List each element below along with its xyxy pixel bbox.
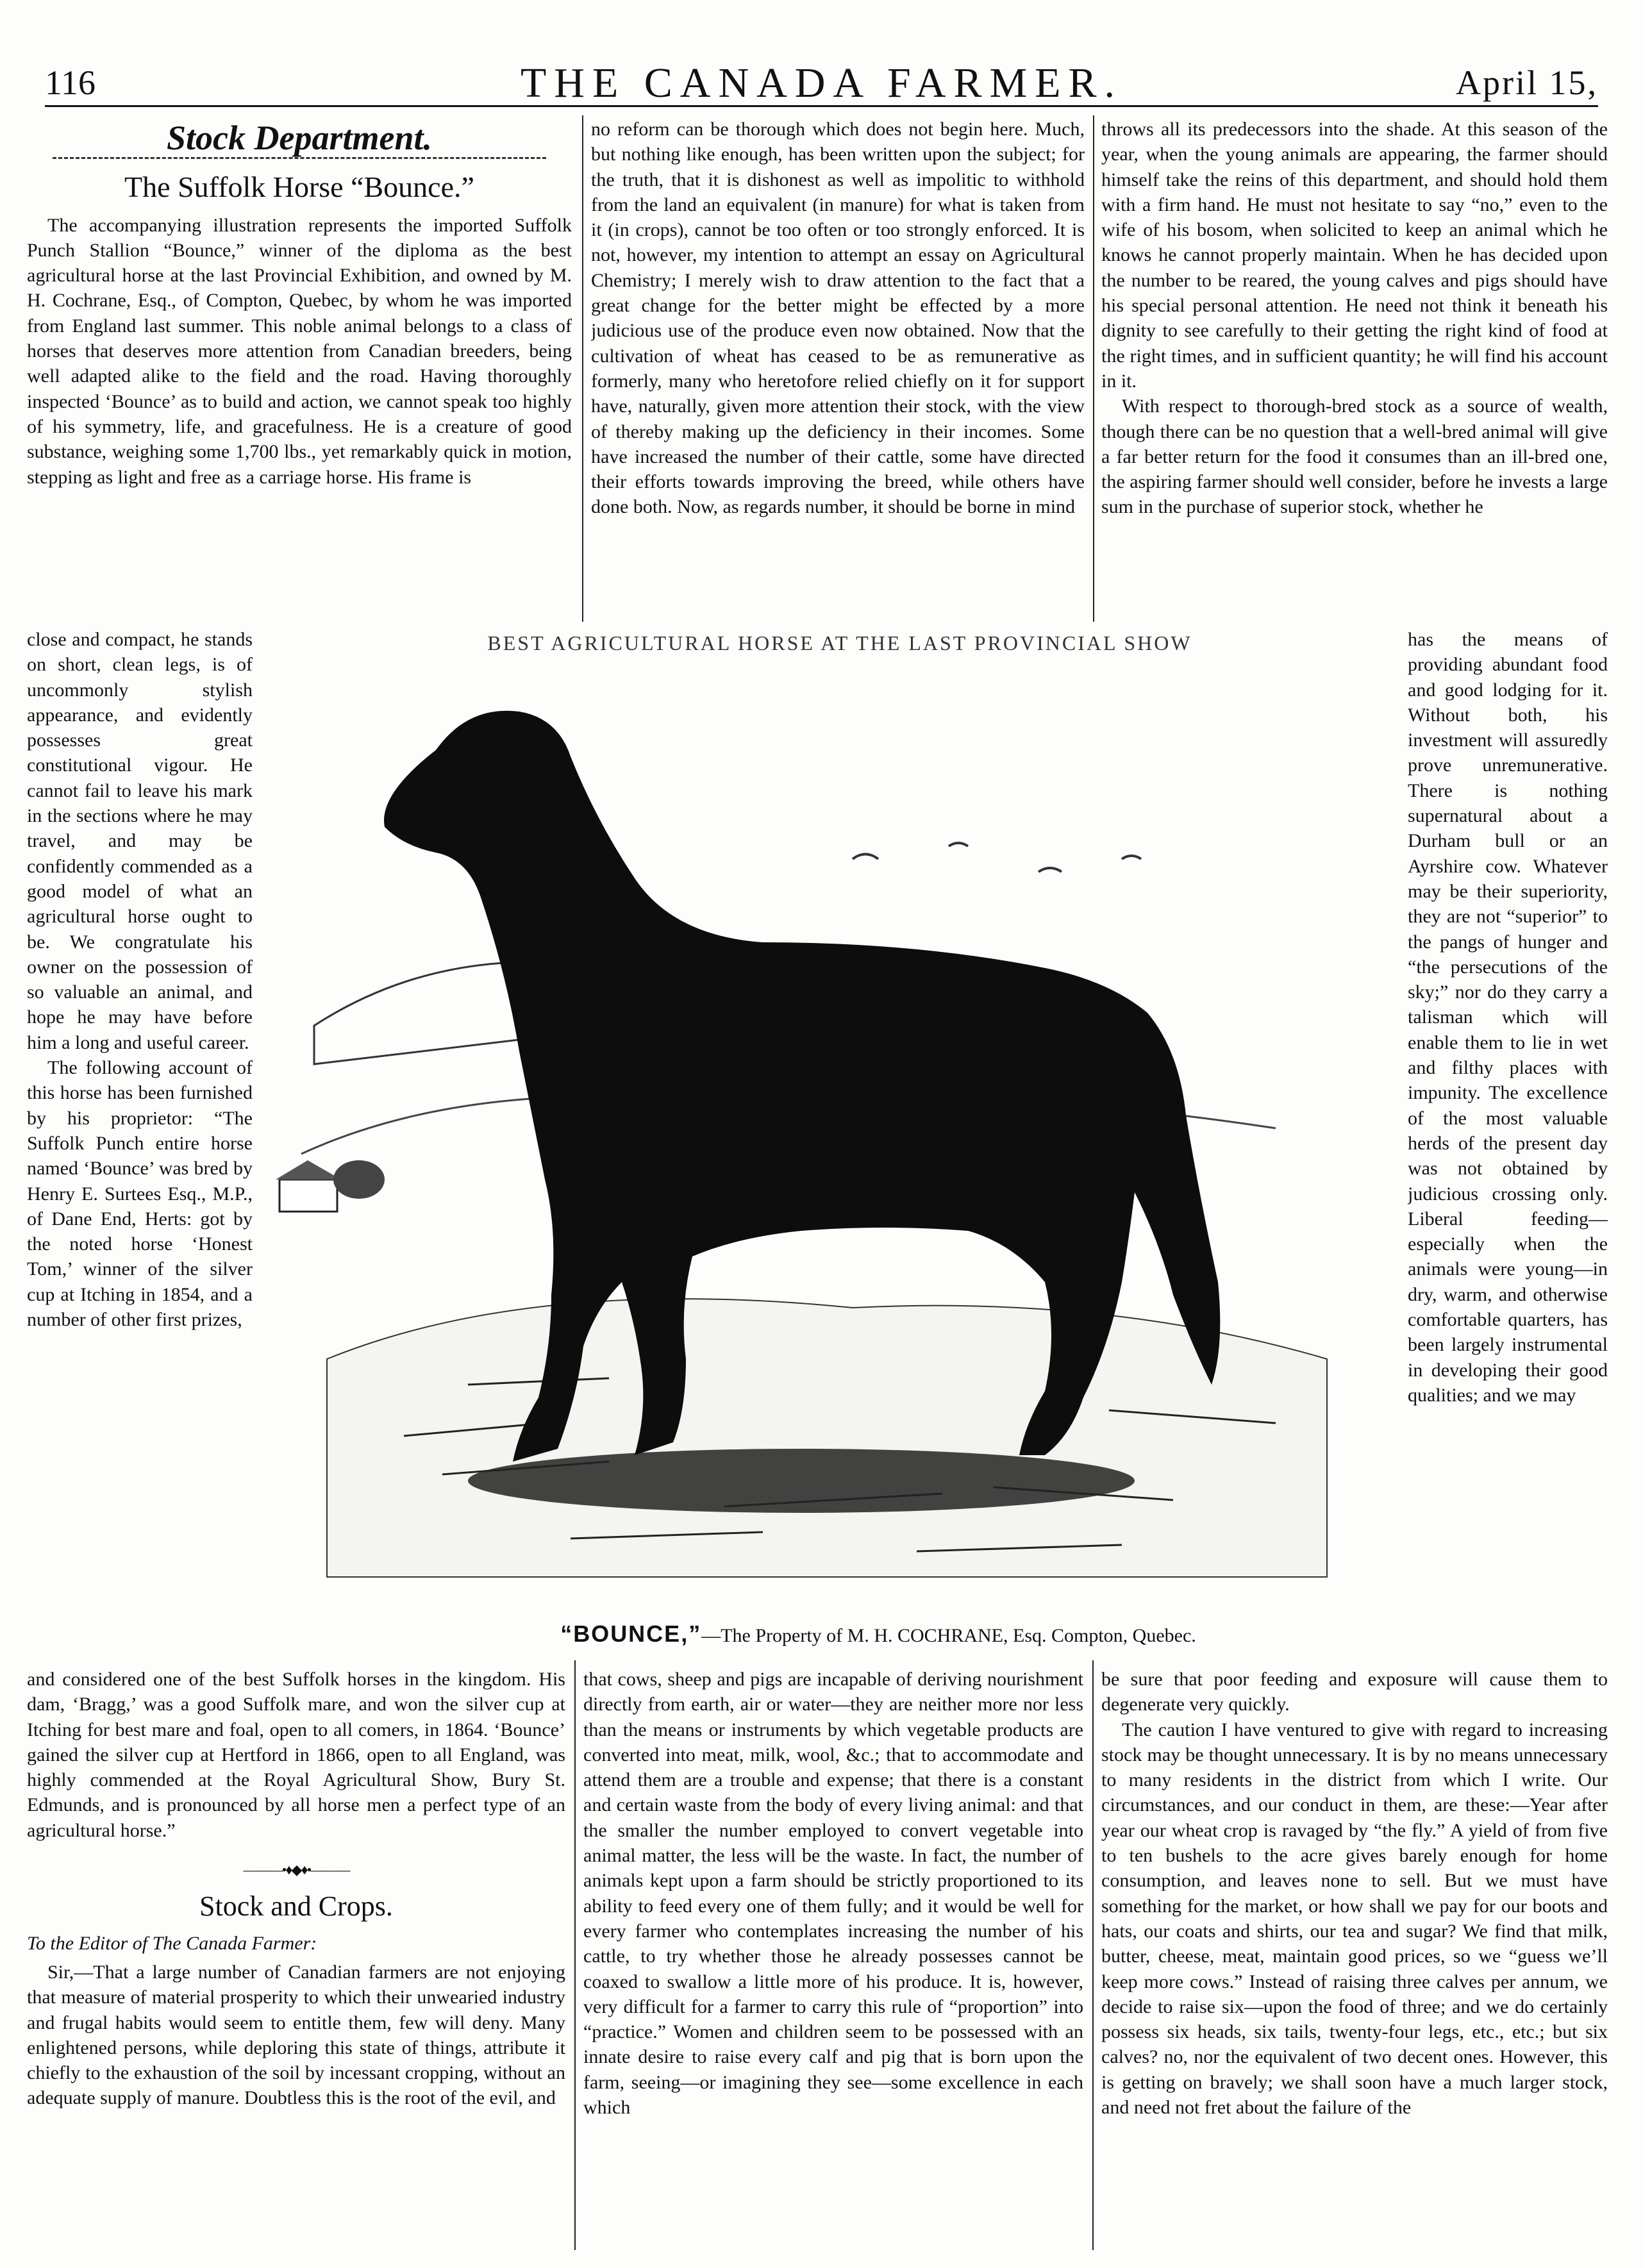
page-number: 116 (45, 63, 96, 102)
column-2-top (591, 117, 1085, 623)
ground (327, 1299, 1327, 1577)
figure-heading: BEST AGRICULTURAL HORSE AT THE LAST PROVINCIAL SHOW (487, 631, 1192, 655)
article-paragraph: has the means of providing abundant food and good lodging for it. Without both, his investment will assuredly prove unremunerative. There is nothing supernatural about a Durham bull or an Ayrshire cow. Whatever may be their superiority, they are not “superior” to the pangs of hunger and “the persecutions of the sky;” nor do they carry a talisman which will enable them to lie in wet and filthy places with impunity. The excellence of the most valuable herds of the present day was not obtained by judicious crossing only. Liberal feeding—especially when the animals were young—in dry, warm, and otherwise comfortable quarters, has been largely instrumental in developing their good qualities; and we may (1408, 629, 1608, 1406)
article-paragraph: The caution I have ventured to give with regard to increasing stock may be thought unnecessary. It is by no means unnecessary to many residents in the district from which I write. Our circumstances, and our conduct in them, are these:—Year after year our wheat crop is ravaged by “the fly.” A yield of from five to ten bushels to the acre gives barely enough for home consumption, and leaves none to sell. But we must have something for the market, or how shall we pay for our boots and hats, our coats and shirts, our tea and sugar? We find that milk, butter, cheese, meat, maintain good prices, so we “guess we’ll keep more cows.” Instead of raising three calves per annum, we decide to raise six—upon the food of three; and we do certainly possess six heads, six tails, twenty-four legs, etc., etc.; but six calves? no, nor the equivalent of two decent ones. However, this is getting on bravely; we shall soon have a much larger stock, and need not fret about the failure of the (1101, 1719, 1608, 2119)
column-3-bottom (1101, 1667, 1608, 2256)
birds (853, 843, 1141, 872)
article-paragraph: that cows, sheep and pigs are incapable of deriving nourishment directly from earth, air or water—they are neither more nor less than the means or instruments by which vegetable products are converted into meat, milk, wool, &c.; that to accommodate and attend them are a trouble and expense; that there is a constant and certain waste from the body of every living animal: and that the smaller the number employed to convert vegetable into animal matter, the less will be the waste. In fact, the number of animals kept upon a farm should be strictly proportioned to its ability to feed every one of them fully; and it would be well for every farmer who contemplates increasing the number of his cattle, to try whether those he already possesses cannot be coaxed to swallow a little more of his produce. It is, however, very difficult for a farmer to carry this rule of “proportion” into “practice.” Women and children seem to be possessed with an innate desire to raise every calf and pig that is born upon the farm, seeing—or imagining they see—some excellence in each which (583, 1669, 1083, 2119)
section-heading: Stock Department. (167, 119, 432, 157)
column-rule (574, 1660, 576, 2250)
figure-caption (404, 1621, 1353, 1647)
page-header (45, 59, 1598, 107)
caption-text: —The Property of M. H. COCHRANE, Esq. Compton, Quebec. (701, 1625, 1196, 1646)
caption-name: “BOUNCE,” (560, 1621, 702, 1647)
column-1-narrow (27, 627, 253, 1672)
salutation: To the Editor of The Canada Farmer: (27, 1932, 317, 1954)
farmhouse (276, 1160, 385, 1212)
article-title: The Suffolk Horse “Bounce.” (124, 171, 474, 204)
horse-illustration (276, 667, 1404, 1615)
article-paragraph: With respect to thorough-bred stock as a source of wealth, though there can be no question that a well-bred animal will give a far better return for the food it consumes than an ill-bred one, the aspiring farmer should well consider, before he invests a large sum in the purchase of superior stock, whether he (1101, 396, 1608, 518)
article-paragraph: Sir,—That a large number of Canadian farmers are not enjoying that measure of material prosperity to which their unwearied industry and frugal habits would seem to entitle them, few will deny. Many enlightened persons, while deploring this state of things, attribute it chiefly to the exhaustion of the soil by incessant cropping, without an adequate supply of manure. Doubtless this is the root of the evil, and (27, 1961, 565, 2109)
article-paragraph: throws all its predecessors into the shade. At this season of the year, when the young animals are appearing, the farmer should himself take the reins of this department, and should hold them with a firm hand. He must not hesitate to say “no,” even to the wife of his bosom, when solicited to keep an animal which he knows he cannot properly maintain. When he has decided upon the number to be reared, the young calves and pigs should have his special personal attention. He need not think it beneath his dignity to see carefully to their getting the right kind of food at the right times, and in sufficient quantity; he will find his account in it. (1101, 119, 1608, 392)
column-rule (582, 115, 583, 622)
column-1-bottom (27, 1667, 565, 2256)
masthead-title: THE CANADA FARMER. (520, 60, 1122, 106)
article-paragraph: be sure that poor feeding and exposure will cause them to degenerate very quickly. (1101, 1669, 1608, 1715)
column-rule (1092, 1660, 1094, 2250)
ornamental-rule: ———•♦◆♦•——— (243, 1862, 349, 1878)
article-paragraph: no reform can be thorough which does not begin here. Much, but nothing like enough, has been written upon the subject; for the truth, that it is dishonest as well as impolitic to withhold from the land an equivalent (in manure) for what is taken from it (in crops), cannot be too often or too strongly enforced. It is not, however, my intention to attempt an essay on Agricultural Chemistry; I merely wish to draw attention to the fact that a great change for the better might be effected by a more judicious use of the produce even now obtained. Now that the cultivation of wheat has ceased to be as remunerative as formerly, many who heretofore relied chiefly on it for support have, naturally, given more attention their stock, with the view of thereby making up the deficiency in their incomes. Some have increased the number of their cattle, some have directed their efforts towards improving the breed, while others have done both. Now, as regards number, it should be borne in mind (591, 119, 1085, 518)
decorative-rule (53, 157, 546, 160)
horse-shadow (468, 1449, 1135, 1513)
column-1-top (27, 117, 572, 623)
column-rule (1093, 115, 1094, 622)
column-3-top (1101, 117, 1608, 623)
column-2-bottom (583, 1667, 1083, 2256)
article-paragraph: The accompanying illustration represents the imported Suffolk Punch Stallion “Bounce,” winner of the diploma as the best agricultural horse at the last Provincial Exhibition, and owned by M. H. Cochrane, Esq., of Compton, Quebec, by whom he was imported from England last summer. This noble animal belongs to a class of horses that deserves more attention from Canadian breeders, being well adapted alike to the field and the road. Having thoroughly inspected ‘Bounce’ as to build and action, we cannot speak too highly of his symmetry, life, and gracefulness. He is a creature of good substance, weighing some 1,700 lbs., yet remarkably quick in motion, stepping as light and free as a carriage horse. His frame is (27, 214, 572, 488)
article-paragraph: and considered one of the best Suffolk horses in the kingdom. His dam, ‘Bragg,’ was a good Suffolk mare, and won the silver cup at Itching for best mare and foal, open to all comers, in 1864. ‘Bounce’ gained the silver cup at Hertford in 1866, open to all England, was highly commended at the Royal Agricultural Show, Bury St. Edmunds, and is pronounced by all horse men a perfect type of an agricultural horse.” (27, 1669, 565, 1841)
article-paragraph: close and compact, he stands on short, clean legs, is of uncommonly stylish appearance, and evidently possesses great constitutional vigour. He cannot fail to leave his mark in the sections where he may travel, and may be confidently commended as a good model of what an agricultural horse ought to be. We congratulate his owner on the possession of so valuable an animal, and hope he may have before him a long and useful career. (27, 629, 253, 1053)
issue-date: April 15, (1456, 63, 1598, 102)
column-3-narrow (1408, 627, 1608, 1672)
article-title: Stock and Crops. (199, 1890, 393, 1922)
horse-engraving (276, 667, 1404, 1615)
article-paragraph: The following account of this horse has been furnished by his proprietor: “The Suffolk Punch entire horse named ‘Bounce’ was bred by Henry E. Surtees Esq., M.P., of Dane End, Herts: got by the noted horse ‘Honest Tom,’ winner of the silver cup at Itching in 1854, and a number of other first prizes, (27, 1057, 253, 1331)
